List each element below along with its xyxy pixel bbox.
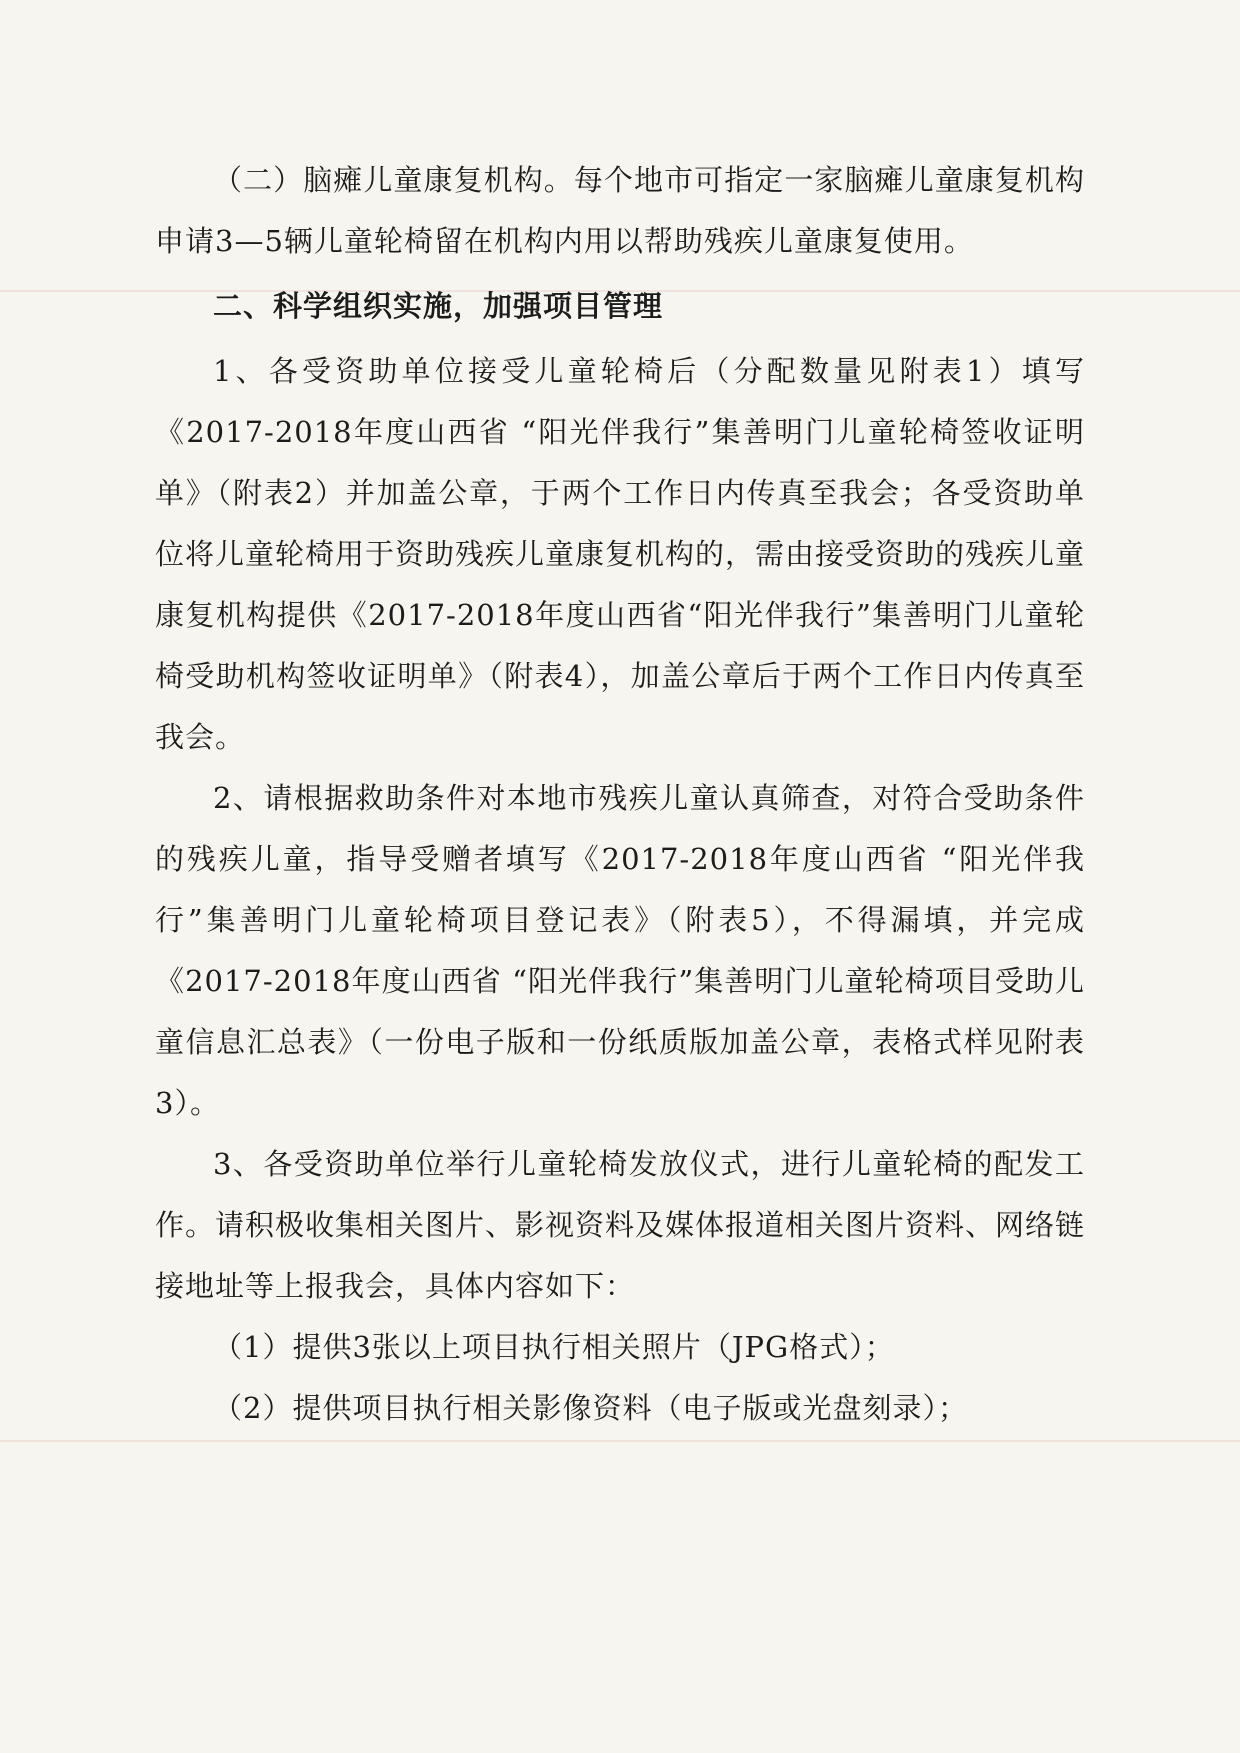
paragraph-cp-rehab-institutions: （二）脑瘫儿童康复机构。每个地市可指定一家脑瘫儿童康复机构申请3—5辆儿童轮椅留在机构内用以帮助残疾儿童康复使用。 — [155, 163, 1085, 258]
paragraph-item-3: 3、各受资助单位举行儿童轮椅发放仪式，进行儿童轮椅的配发工作。请积极收集相关图片、影视资料及媒体报道相关图片资料、网络链接地址等上报我会，具体内容如下： — [155, 1147, 1086, 1303]
paragraph-item-1: 1、各受资助单位接受儿童轮椅后（分配数量见附表1）填写《2017-2018年度山西省 “阳光伴我行”集善明门儿童轮椅签收证明单》（附表2）并加盖公章，于两个工作日内传真至我会；各受资助单位将儿童轮椅用于资助残疾儿童康复机构的，需由接受资助的残疾儿童康复机构提供《2017-2018年度山西省“阳光伴我行”集善明门儿童轮椅受助机构签收证明单》（附表4），加盖公章后于两个工作日内传真至我会。 — [155, 354, 1086, 754]
scan-bleed-line — [0, 1440, 1240, 1442]
paragraph-item-2: 2、请根据救助条件对本地市残疾儿童认真筛查，对符合受助条件的残疾儿童，指导受赠者填写《2017-2018年度山西省 “阳光伴我行”集善明门儿童轮椅项目登记表》（附表5），不得漏填，并完成《2017-2018年度山西省 “阳光伴我行”集善明门儿童轮椅项目受助儿童信息汇总表》（一份电子版和一份纸质版加盖公章，表格式样见附表3）。 — [155, 781, 1085, 1120]
list-item-video: （2）提供项目执行相关影像资料（电子版或光盘刻录）； — [213, 1391, 968, 1425]
list-item-photos: （1）提供3张以上项目执行相关照片（JPG格式）； — [213, 1330, 895, 1364]
document-body — [155, 150, 1085, 1439]
section-heading-2: 二、科学组织实施，加强项目管理 — [213, 289, 664, 323]
